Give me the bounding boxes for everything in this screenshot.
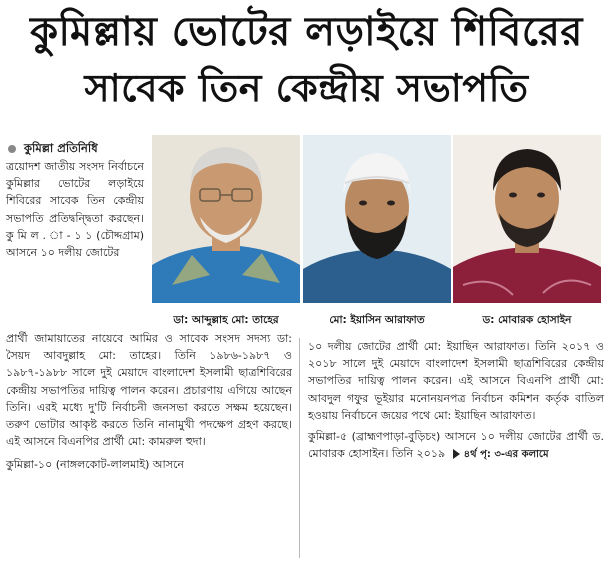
continuation-jump-text: ৪র্থ পৃ: ৩-এর কলামে	[463, 449, 549, 461]
byline	[8, 140, 98, 159]
portrait-mobarak-image	[453, 135, 601, 303]
paragraph-arafat: ১০ দলীয় জোটের প্রার্থী মো: ইয়াছিন আরাফাত। তিনি ২০১৭ ও ২০১৮ সালে দুই মেয়াদে বাংলাদেশ ইসলামী ছাত্রশিবিরের কেন্দ্রীয় সভাপতির দায়িত্ব পালন করেন। এই আসনে বিএনপি প্রার্থী মো: আবদুল গফুর ভূইয়ার মনোনয়নপত্র নির্বাচন কমিশন কর্তৃক বাতিল হওয়ায় নির্বাচনে জয়ের পথে মো: ইয়াছিন আরাফাত।	[308, 340, 604, 422]
headline-line-2: সাবেক তিন কেন্দ্রীয় সভাপতি	[84, 66, 529, 110]
portrait-arafat-image	[303, 135, 451, 303]
paragraph-mobarak-text: কুমিল্লা-৫ (ব্রাহ্মণপাড়া-বুড়িচং) আসনে ১০ দলীয় জোটের প্রার্থী ড. মোবারক হোসাইন। তিনি ২০১৯	[308, 430, 604, 461]
photo-caption-arafat: মো: ইয়াসিন আরাফাত	[329, 314, 425, 326]
paragraph-cumilla-10-start: কুমিল্লা-১০ (নাঙ্গলকোট-লালমাই) আসনে	[6, 458, 185, 472]
headline-line-1: কুমিল্লায় ভোটের লড়াইয়ে শিবিরের	[30, 9, 583, 55]
portrait-photo-mobarak	[453, 135, 601, 303]
portrait-photo-taher	[152, 135, 300, 303]
paragraph-taher: প্রার্থী জামায়াতের নায়েবে আমির ও সাবেক সংসদ সদস্য ডা: সৈয়দ আবদুল্লাহ মো: তাহের। তিনি ১৯৮৬-১৯৮৭ ও ১৯৮৭-১৯৮৮ সালে দুই মেয়াদে বাংলাদেশ ইসলামী ছাত্রশিবিরের কেন্দ্রীয় সভাপতির দায়িত্ব পালন করেন। প্রচারণায় এগিয়ে আছেন তিনি। এরই মধ্যে দু'টি নির্বাচনী জনসভা করতে সক্ষম হয়েছেন। তরুণ ভোটার আকৃষ্ট করতে তিনি নানামুখী পদক্ষেপ গ্রহণ করছে। এই আসনে বিএনপির প্রার্থী মো: কামরুল হুদা।	[6, 332, 292, 449]
paragraph-cumilla-5	[308, 428, 604, 463]
bullet-dot-icon	[8, 145, 16, 153]
byline-text: কুমিল্লা প্রতিনিধি	[24, 141, 98, 155]
portrait-photo-arafat	[303, 135, 451, 303]
photo-caption-taher: ডা: আব্দুল্লাহ মো: তাহের	[173, 314, 279, 326]
paragraph-intro: ত্রয়োদশ জাতীয় সংসদ নির্বাচনে কুমিল্লার ভোটের লড়াইয়ে শিবিরের সাবেক তিন কেন্দ্রীয় সভাপতি প্রতিদ্বন্দ্বিতা করছেন। কু মি ল . া - ১ ১ (চৌদ্দগ্রাম) আসনে ১০ দলীয় জোটের	[6, 160, 144, 260]
article-left-column	[6, 158, 144, 261]
arrow-right-icon	[453, 449, 460, 459]
column-divider	[299, 338, 300, 558]
continuation-jump	[449, 449, 549, 460]
article-right-column	[308, 338, 604, 463]
photo-caption-mobarak: ড: মোবারক হোসাইন	[482, 314, 572, 326]
portrait-taher-image	[152, 135, 300, 303]
article-middle-column	[6, 330, 292, 474]
